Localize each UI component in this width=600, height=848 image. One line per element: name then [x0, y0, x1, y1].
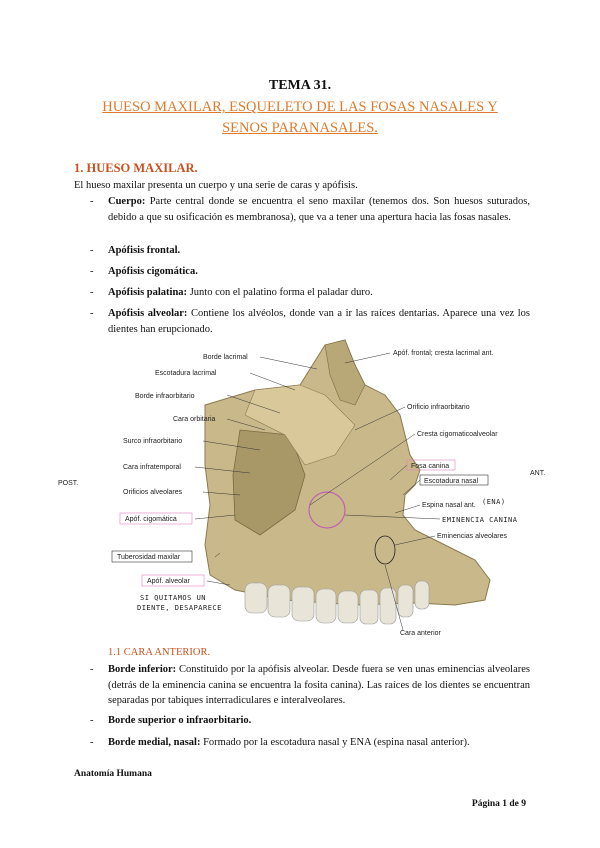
item-text: Formado por la escotadura nasal y ENA (espina nasal anterior). — [200, 737, 470, 748]
label-espina-nasal: Espina nasal ant. — [422, 502, 476, 509]
label-tuberosidad-maxilar: Tuberosidad maxilar — [117, 554, 181, 561]
label-cresta-cigomaticoalveolar: Cresta cigomaticoalveolar — [417, 431, 498, 438]
list-item: - Apófisis palatina: Junto con el palatino forma el paladar duro. — [90, 287, 373, 298]
list-item: - Cuerpo: Parte central donde se encuentra el seno maxilar (tenemos dos. Son huesos suturados, debido a que su osificación es membranosa), que va a tener una apertura hacia las fosas nasales. — [90, 196, 530, 223]
footer-page-number: Página 1 de 9 — [471, 799, 526, 809]
label-apof-alveolar: Apóf. alveolar — [147, 578, 190, 585]
label-apof-cigomatica: Apóf. cigomática — [125, 516, 177, 523]
item-term: Apófisis palatina: — [108, 287, 188, 298]
item-term: Cuerpo: — [108, 196, 146, 207]
label-escotadura-lacrimal: Escotadura lacrimal — [155, 370, 217, 377]
page-title — [60, 97, 540, 139]
label-post: POST. — [58, 480, 79, 487]
handwritten-note-line-2: DIENTE, DESAPARECE — [137, 604, 222, 612]
label-escotadura-nasal: Escotadura nasal — [424, 478, 479, 485]
label-cara-infratemporal: Cara infratemporal — [123, 464, 181, 471]
label-eminencias-alveolares: Eminencias alveolares — [437, 533, 508, 540]
item-term: Apófisis alveolar: — [108, 308, 188, 319]
label-cara-orbitaria: Cara orbitaria — [173, 416, 216, 423]
footer-course-name: Anatomía Humana — [74, 769, 152, 779]
label-cara-anterior: Cara anterior — [400, 630, 441, 637]
subsection-heading: 1.1 CARA ANTERIOR. — [108, 647, 211, 658]
section-heading: 1. HUESO MAXILAR. — [74, 161, 198, 175]
list-item: - Borde medial, nasal: Formado por la escotadura nasal y ENA (espina nasal anterior). — [90, 737, 470, 748]
label-apof-frontal: Apóf. frontal; cresta lacrimal ant. — [393, 350, 494, 357]
item-text: Parte central donde se encuentra el seno maxilar (tenemos dos. Son huesos suturados, debido a que su osificación es membranosa), que va a tener una apertura hacia las fosas nasales. — [108, 196, 530, 223]
list-item: - Borde superior o infraorbitario. — [90, 715, 252, 726]
label-ant: ANT. — [530, 470, 546, 477]
maxilla-illustration — [55, 335, 555, 640]
topic-number: TEMA 31. — [268, 78, 332, 93]
list-item: - Borde inferior: Constituido por la apófisis alveolar. Desde fuera se ven unas eminencias alveolares (detrás de la eminencia canina se encuentra la fosita canina). Las raíces de los dientes se encuentran separadas por tabiques interradiculares e interalveolares. — [90, 664, 531, 706]
item-term: Apófisis cigomática. — [108, 266, 198, 277]
item-term: Apófisis frontal. — [108, 245, 181, 256]
label-ena: (ENA) — [482, 498, 506, 506]
label-orificios-alveolares: Orificios alveolares — [123, 489, 183, 496]
handwritten-note-line-1: SI QUITAMOS UN — [140, 594, 207, 602]
item-term: Borde medial, nasal: — [108, 737, 201, 748]
label-eminencia-canina: EMINENCIA CANINA — [442, 516, 518, 524]
list-item: - Apófisis frontal. — [90, 245, 181, 256]
item-text: Contiene los alvéolos, donde van a ir las raíces dentarias. Aparece una vez los dientes han erupcionado. — [108, 308, 531, 335]
label-orificio-infraorbitario: Orificio infraorbitario — [407, 404, 470, 411]
label-fosa-canina: Fosa canina — [411, 463, 450, 470]
item-text: Constituido por la apófisis alveolar. Desde fuera se ven unas eminencias alveolares (detrás de la eminencia canina se encuentra la fosita canina). Las raíces de los dientes se encuentran separadas por tabiques interradiculares e interalveolares. — [108, 664, 531, 706]
label-borde-infraorbitario: Borde infraorbitario — [135, 393, 195, 400]
title-line-2: SENOS PARANASALES. — [222, 120, 378, 136]
item-term: Borde inferior: — [108, 664, 177, 675]
label-borde-lacrimal: Borde lacrimal — [203, 354, 248, 361]
intro-paragraph: El hueso maxilar presenta un cuerpo y una serie de caras y apófisis. — [74, 180, 358, 191]
list-item: - Apófisis alveolar: Contiene los alvéolos, donde van a ir las raíces dentarias. Aparece una vez los dientes han erupcionado. — [90, 308, 531, 335]
label-surco-infraorbitario: Surco infraorbitario — [123, 438, 183, 445]
item-term: Borde superior o infraorbitario. — [108, 715, 252, 726]
title-line-1: HUESO MAXILAR, ESQUELETO DE LAS FOSAS NASALES Y — [102, 99, 498, 115]
item-text: Junto con el palatino forma el paladar duro. — [187, 287, 373, 298]
list-item: - Apófisis cigomática. — [90, 266, 198, 277]
